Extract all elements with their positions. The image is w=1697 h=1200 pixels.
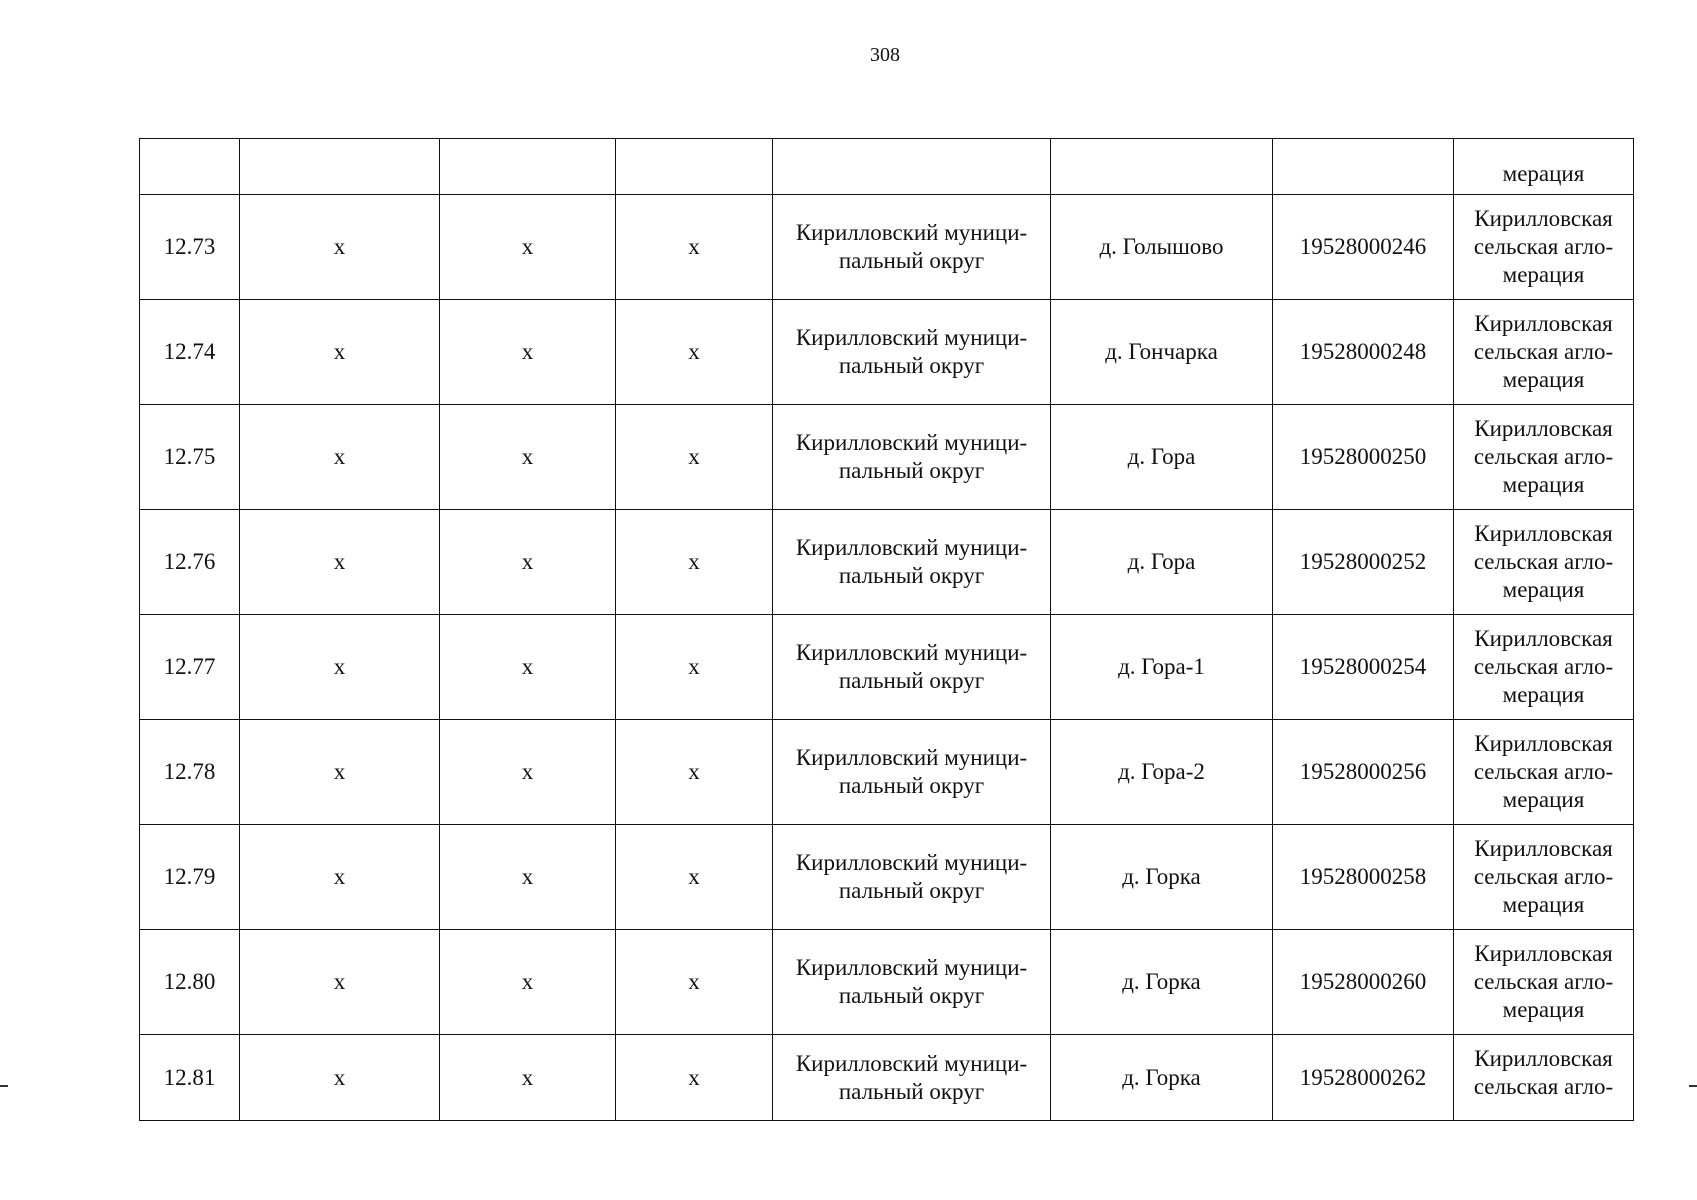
cell-number: 12.73 (140, 195, 240, 300)
cell-code: 19528000262 (1273, 1035, 1454, 1121)
cell-mark: х (240, 825, 440, 930)
cell-mark: х (440, 300, 616, 405)
cell-agglomeration: Кирилловская сельская агло-мерация (1454, 825, 1634, 930)
cell-mark: х (440, 1035, 616, 1121)
cell-empty (440, 139, 616, 195)
cell-district: Кирилловский муници-пальный округ (773, 720, 1051, 825)
cell-empty (1051, 139, 1273, 195)
table-row (140, 720, 1634, 825)
cell-mark: х (616, 300, 773, 405)
cell-mark: х (440, 825, 616, 930)
cell-number: 12.75 (140, 405, 240, 510)
cell-mark: х (440, 615, 616, 720)
cell-district: Кирилловский муници-пальный округ (773, 930, 1051, 1035)
cell-settlement: д. Гора-2 (1051, 720, 1273, 825)
cell-number: 12.76 (140, 510, 240, 615)
cell-empty (240, 139, 440, 195)
cell-code: 19528000260 (1273, 930, 1454, 1035)
table-row (140, 405, 1634, 510)
cell-code: 19528000250 (1273, 405, 1454, 510)
cell-mark: х (440, 720, 616, 825)
cell-number: 12.78 (140, 720, 240, 825)
cell-agglomeration: Кирилловская сельская агло-мерация (1454, 300, 1634, 405)
cell-mark: х (616, 405, 773, 510)
cell-code: 19528000246 (1273, 195, 1454, 300)
cell-agglomeration: Кирилловская сельская агло-мерация (1454, 195, 1634, 300)
cell-code: 19528000252 (1273, 510, 1454, 615)
cell-district: Кирилловский муници-пальный округ (773, 405, 1051, 510)
cell-agglomeration: Кирилловская сельская агло-мерация (1454, 510, 1634, 615)
cell-number: 12.77 (140, 615, 240, 720)
cell-mark: х (240, 300, 440, 405)
cell-mark: х (240, 405, 440, 510)
table-row (140, 825, 1634, 930)
settlements-table (139, 138, 1634, 1121)
scan-edge-mark-right (1689, 1085, 1697, 1087)
table-row (140, 1035, 1634, 1121)
cell-district: Кирилловский муници-пальный округ (773, 300, 1051, 405)
cell-mark: х (240, 930, 440, 1035)
cell-agglomeration: Кирилловская сельская агло-мерация (1454, 930, 1634, 1035)
cell-mark: х (616, 825, 773, 930)
cell-code: 19528000248 (1273, 300, 1454, 405)
cell-number: 12.80 (140, 930, 240, 1035)
cell-district: Кирилловский муници-пальный округ (773, 825, 1051, 930)
cell-settlement: д. Гора (1051, 405, 1273, 510)
cell-district: Кирилловский муници-пальный округ (773, 1035, 1051, 1121)
cell-empty (773, 139, 1051, 195)
cell-agglomeration-continuation: мерация (1454, 139, 1634, 195)
cell-settlement: д. Горка (1051, 930, 1273, 1035)
cell-mark: х (240, 720, 440, 825)
cell-mark: х (240, 195, 440, 300)
page-number: 308 (870, 44, 900, 66)
cell-settlement: д. Голышово (1051, 195, 1273, 300)
cell-mark: х (440, 405, 616, 510)
scan-edge-mark-left (0, 1085, 8, 1087)
cell-settlement: д. Горка (1051, 825, 1273, 930)
cell-settlement: д. Горка (1051, 1035, 1273, 1121)
cell-mark: х (440, 930, 616, 1035)
cell-district: Кирилловский муници-пальный округ (773, 195, 1051, 300)
cell-agglomeration: Кирилловская сельская агло- (1454, 1035, 1634, 1121)
cell-mark: х (240, 615, 440, 720)
cell-number: 12.74 (140, 300, 240, 405)
cell-mark: х (616, 195, 773, 300)
cell-settlement: д. Гора-1 (1051, 615, 1273, 720)
cell-code: 19528000256 (1273, 720, 1454, 825)
cell-mark: х (616, 720, 773, 825)
cell-number: 12.81 (140, 1035, 240, 1121)
cell-empty (140, 139, 240, 195)
cell-district: Кирилловский муници-пальный округ (773, 510, 1051, 615)
cell-mark: х (616, 930, 773, 1035)
continuation-row (140, 139, 1634, 195)
table-row (140, 195, 1634, 300)
cell-mark: х (240, 510, 440, 615)
cell-code: 19528000254 (1273, 615, 1454, 720)
cell-mark: х (240, 1035, 440, 1121)
cell-code: 19528000258 (1273, 825, 1454, 930)
cell-settlement: д. Гора (1051, 510, 1273, 615)
cell-district: Кирилловский муници-пальный округ (773, 615, 1051, 720)
table-row (140, 510, 1634, 615)
cell-mark: х (616, 510, 773, 615)
cell-mark: х (440, 510, 616, 615)
cell-empty (1273, 139, 1454, 195)
cell-mark: х (616, 1035, 773, 1121)
table-row (140, 300, 1634, 405)
cell-agglomeration: Кирилловская сельская агло-мерация (1454, 405, 1634, 510)
table-row (140, 930, 1634, 1035)
cell-mark: х (440, 195, 616, 300)
cell-agglomeration: Кирилловская сельская агло-мерация (1454, 615, 1634, 720)
cell-number: 12.79 (140, 825, 240, 930)
cell-empty (616, 139, 773, 195)
cell-mark: х (616, 615, 773, 720)
table-row (140, 615, 1634, 720)
cell-agglomeration: Кирилловская сельская агло-мерация (1454, 720, 1634, 825)
cell-settlement: д. Гончарка (1051, 300, 1273, 405)
